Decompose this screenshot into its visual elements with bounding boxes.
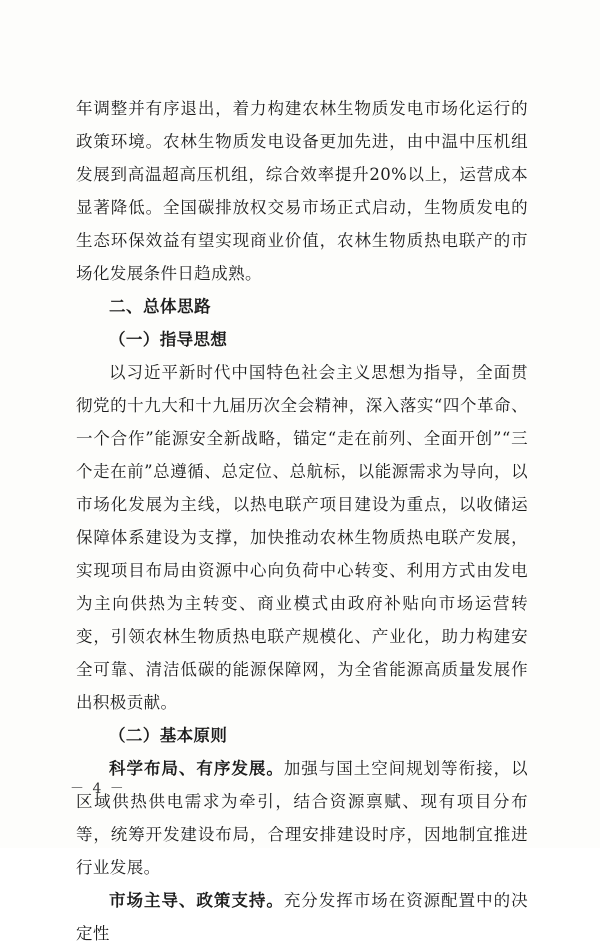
paragraph-principle-1 xyxy=(76,752,528,884)
principle-1-body: 加强与国土空间规划等衔接，以区域供热供电需求为牵引，结合资源禀赋、现有项目分布等，统筹开发建设布局，合理安排建设时序，因地制宜推进行业发展。 xyxy=(76,759,528,877)
paragraph-guiding-thought: 以习近平新时代中国特色社会主义思想为指导，全面贯彻党的十九大和十九届历次全会精神，深入落实“四个革命、一个合作”能源安全新战略，锚定“走在前列、全面开创”“三个走在前”总遵循、总定位、总航标，以能源需求为导向，以市场化发展为主线，以热电联产项目建设为重点，以收储运保障体系建设为支撑，加快推动农林生物质热电联产发展，实现项目布局由资源中心向负荷中心转变、利用方式由发电为主向供热为主转变、商业模式由政府补贴向市场运营转变，引领农林生物质热电联产规模化、产业化，助力构建安全可靠、清洁低碳的能源保障网，为全省能源高质量发展作出积极贡献。 xyxy=(76,363,528,712)
subsection-heading-principles: （二）基本原则 xyxy=(109,726,228,745)
paragraph-intro: 年调整并有序退出，着力构建农林生物质发电市场化运行的政策环境。农林生物质发电设备更加先进，由中温中压机组发展到高温超高压机组，综合效率提升20%以上，运营成本显著降低。全国碳排放权交易市场正式启动，生物质发电的生态环保效益有望实现商业价值，农林生物质热电联产的市场化发展条件日趋成熟。 xyxy=(76,99,528,283)
page-number: － 4 － xyxy=(70,781,126,797)
subsection-heading-guiding: （一）指导思想 xyxy=(109,330,228,349)
principle-1-title: 科学布局、有序发展。 xyxy=(109,759,284,778)
principle-2-title: 市场主导、政策支持。 xyxy=(109,891,284,910)
principle-2-body: 充分发挥市场在资源配置中的决定性 xyxy=(76,891,528,943)
section-heading: 二、总体思路 xyxy=(109,297,211,316)
document-body xyxy=(76,92,528,950)
paragraph-principle-2 xyxy=(76,884,528,950)
